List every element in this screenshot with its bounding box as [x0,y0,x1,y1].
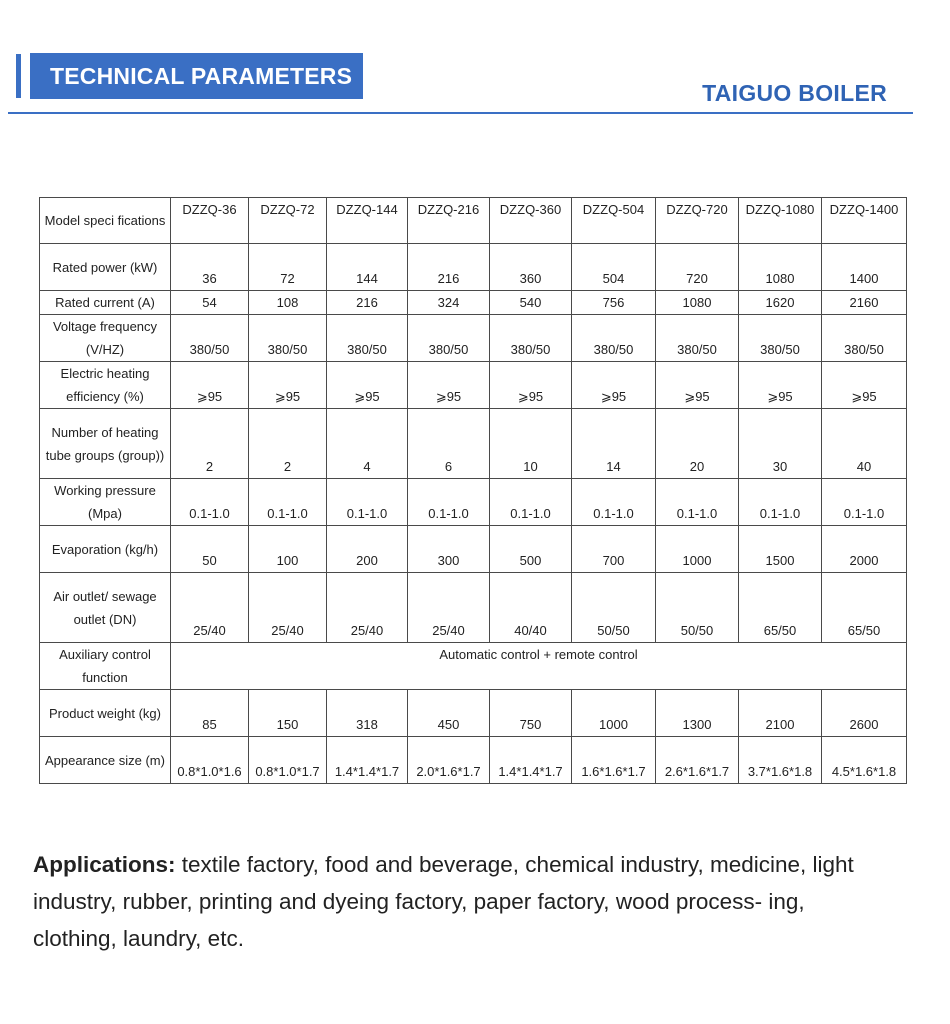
table-cell: 720 [656,244,739,291]
table-cell: 500 [490,526,572,573]
row-label: Number of heating tube groups (group)) [40,409,171,479]
brand-name: TAIGUO BOILER [702,80,887,106]
table-cell: ⩾95 [408,362,490,409]
row-label: Air outlet/ sewage outlet (DN) [40,573,171,643]
table-cell: 108 [249,291,327,315]
table-cell: ⩾95 [739,362,822,409]
row-label: Working pressure (Mpa) [40,479,171,526]
table-cell: 20 [656,409,739,479]
row-label: Rated power (kW) [40,244,171,291]
table-cell: 6 [408,409,490,479]
row-label: Model speci fications [40,198,171,244]
table-cell: 40 [822,409,907,479]
table-cell: 380/50 [171,315,249,362]
table-cell: 450 [408,690,490,737]
table-cell: 2 [171,409,249,479]
table-row [40,526,907,573]
table-cell: 85 [171,690,249,737]
table-cell: 504 [572,244,656,291]
table-cell: 380/50 [822,315,907,362]
table-cell: 0.8*1.0*1.6 [171,737,249,784]
table-cell: 2000 [822,526,907,573]
table-cell: 0.1-1.0 [656,479,739,526]
table-cell: 324 [408,291,490,315]
row-label: Evaporation (kg/h) [40,526,171,573]
table-cell: 4.5*1.6*1.8 [822,737,907,784]
table-cell: ⩾95 [656,362,739,409]
table-row [40,409,907,479]
table-cell: 0.1-1.0 [249,479,327,526]
table-cell: 14 [572,409,656,479]
table-cell: DZZQ-1400 [822,198,907,244]
row-label: Auxiliary control function [40,643,171,690]
table-cell: 540 [490,291,572,315]
table-cell: ⩾95 [490,362,572,409]
table-cell: 2100 [739,690,822,737]
table-cell: 150 [249,690,327,737]
table-cell: 700 [572,526,656,573]
table-cell: 2.0*1.6*1.7 [408,737,490,784]
table-cell: 1500 [739,526,822,573]
table-cell: 0.1-1.0 [171,479,249,526]
table-cell: 0.1-1.0 [490,479,572,526]
table-cell: 380/50 [739,315,822,362]
table-cell: 10 [490,409,572,479]
table-row [40,244,907,291]
table-cell: DZZQ-504 [572,198,656,244]
table-cell: 1080 [656,291,739,315]
header-accent-bar [16,54,21,98]
table-cell: 1300 [656,690,739,737]
table-cell: 2.6*1.6*1.7 [656,737,739,784]
table-cell: 380/50 [490,315,572,362]
table-cell: 144 [327,244,408,291]
table-row [40,690,907,737]
table-row [40,198,907,244]
table-cell: 40/40 [490,573,572,643]
table-cell: 50/50 [656,573,739,643]
table-cell: 2 [249,409,327,479]
table-cell: 1620 [739,291,822,315]
applications-text: textile factory, food and beverage, chemical industry, medicine, light industry, rubber, printing and dyeing factory, paper factory, wood process- ing, clothing, laundry, etc. [33,852,854,951]
table-cell: 0.1-1.0 [408,479,490,526]
technical-parameters-table [39,197,907,784]
table-cell: ⩾95 [327,362,408,409]
applications-paragraph [33,846,893,957]
table-row [40,479,907,526]
table-cell: ⩾95 [249,362,327,409]
table-cell: 36 [171,244,249,291]
table-cell: 380/50 [572,315,656,362]
table-cell: 0.1-1.0 [572,479,656,526]
table-cell: 300 [408,526,490,573]
table-cell: ⩾95 [822,362,907,409]
table-body [40,198,907,784]
table-row [40,643,907,690]
table-cell: 4 [327,409,408,479]
row-label: Rated current (A) [40,291,171,315]
table-cell: 100 [249,526,327,573]
table-cell: DZZQ-144 [327,198,408,244]
table-cell: 380/50 [249,315,327,362]
table-cell: ⩾95 [171,362,249,409]
table-cell: 0.1-1.0 [822,479,907,526]
table-cell: 1.4*1.4*1.7 [490,737,572,784]
table-cell: 2600 [822,690,907,737]
table-cell: 318 [327,690,408,737]
table-row [40,737,907,784]
table-cell: 1.6*1.6*1.7 [572,737,656,784]
table-cell: 380/50 [656,315,739,362]
table-cell: 750 [490,690,572,737]
table-cell: 380/50 [408,315,490,362]
table-cell: 54 [171,291,249,315]
table-cell: 50/50 [572,573,656,643]
table-cell: 65/50 [822,573,907,643]
table-cell: 65/50 [739,573,822,643]
table-cell: 1.4*1.4*1.7 [327,737,408,784]
table-cell: 2160 [822,291,907,315]
applications-label: Applications: [33,852,176,877]
table-cell: DZZQ-72 [249,198,327,244]
row-label: Voltage frequency (V/HZ) [40,315,171,362]
table-cell: 0.1-1.0 [327,479,408,526]
table-cell: DZZQ-360 [490,198,572,244]
section-title: TECHNICAL PARAMETERS [30,53,363,99]
header-divider [8,112,913,114]
table-cell: DZZQ-36 [171,198,249,244]
table-cell: 216 [327,291,408,315]
table-cell: 216 [408,244,490,291]
table-cell: 360 [490,244,572,291]
table-cell: DZZQ-720 [656,198,739,244]
table-cell: DZZQ-216 [408,198,490,244]
table-cell: 380/50 [327,315,408,362]
row-label: Product weight (kg) [40,690,171,737]
table-row [40,291,907,315]
table-cell: 25/40 [408,573,490,643]
table-cell: 756 [572,291,656,315]
table-cell: 1000 [656,526,739,573]
table-cell: 0.8*1.0*1.7 [249,737,327,784]
merged-cell: Automatic control + remote control [171,643,907,690]
table-cell: 30 [739,409,822,479]
row-label: Electric heating efficiency (%) [40,362,171,409]
table-cell: 72 [249,244,327,291]
table-cell: 1400 [822,244,907,291]
table-cell: ⩾95 [572,362,656,409]
table-cell: 3.7*1.6*1.8 [739,737,822,784]
table-cell: 25/40 [171,573,249,643]
table-cell: 25/40 [249,573,327,643]
table-cell: 1000 [572,690,656,737]
table-row [40,573,907,643]
table-cell: 200 [327,526,408,573]
table-cell: 50 [171,526,249,573]
table-row [40,315,907,362]
table-cell: DZZQ-1080 [739,198,822,244]
table-row [40,362,907,409]
table-cell: 0.1-1.0 [739,479,822,526]
row-label: Appearance size (m) [40,737,171,784]
table-cell: 25/40 [327,573,408,643]
table-cell: 1080 [739,244,822,291]
